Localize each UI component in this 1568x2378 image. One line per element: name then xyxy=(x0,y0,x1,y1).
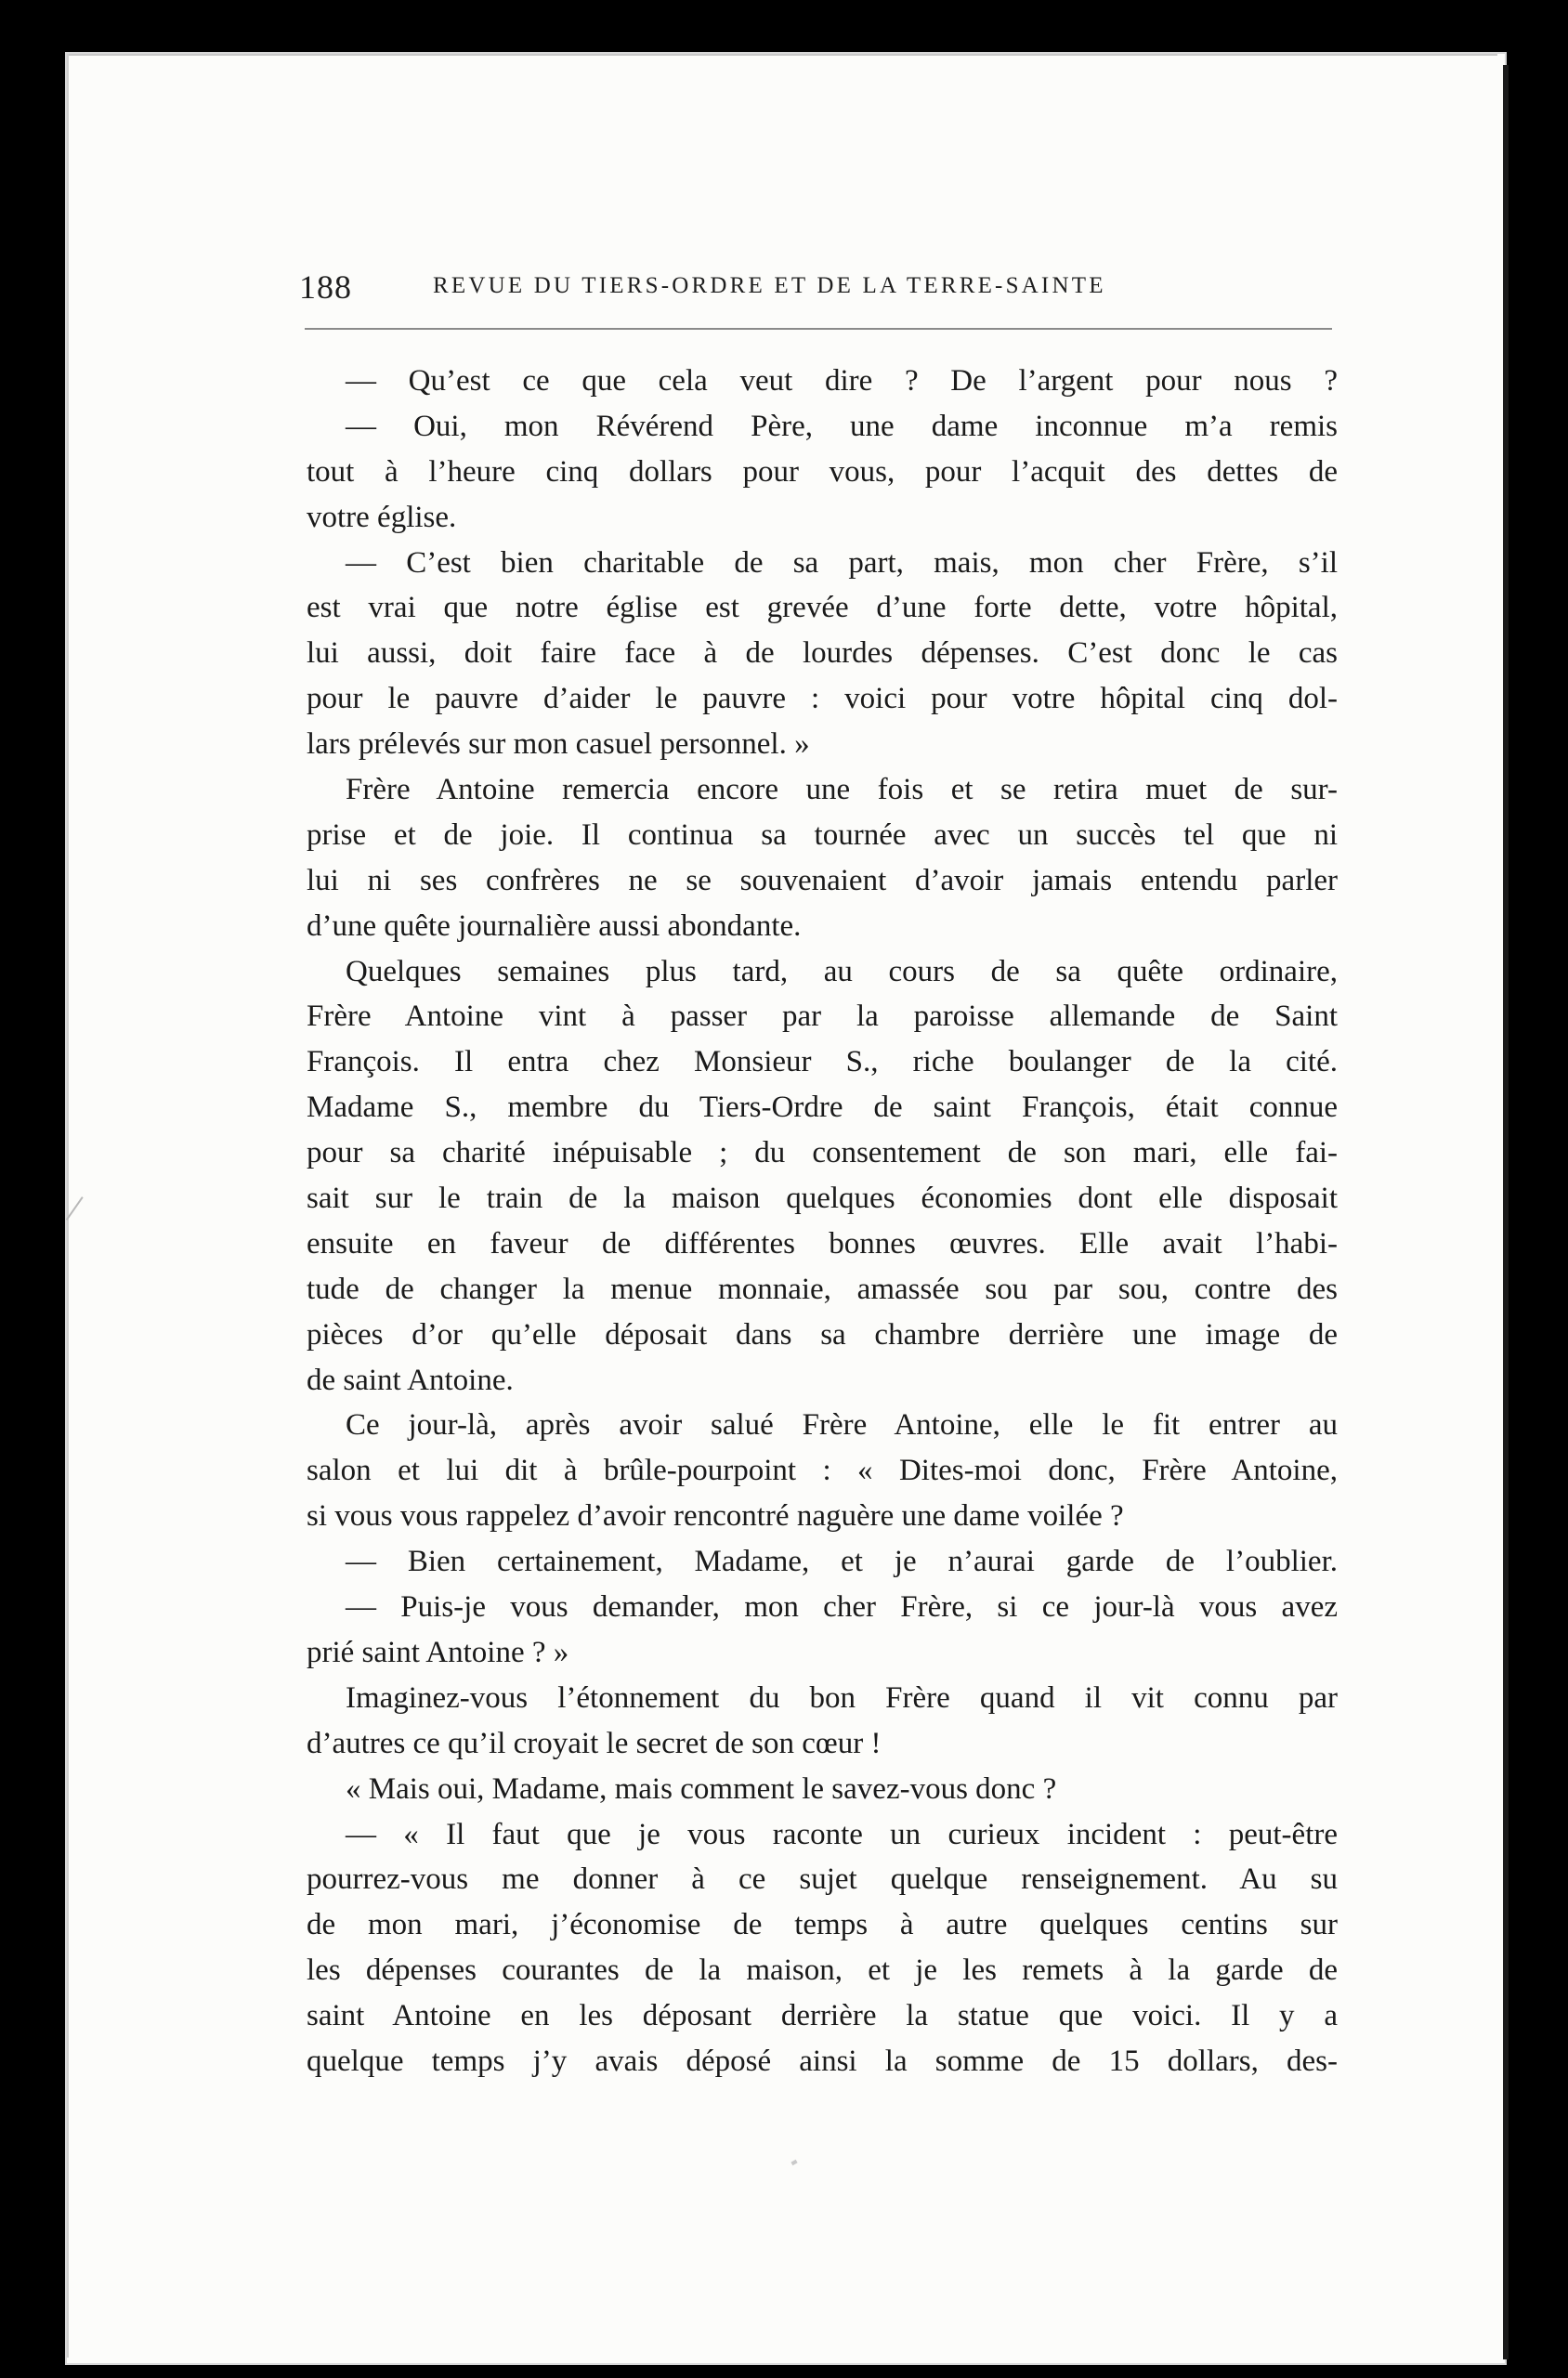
text-line: d’autres ce qu’il croyait le secret de son cœur ! xyxy=(307,1726,882,1760)
text-line: — Qu’est ce que cela veut dire ? De l’argent pour nous ? xyxy=(346,364,1338,398)
text-line: tude de changer la menue monnaie, amassée sou par sou, contre des xyxy=(307,1272,1338,1306)
running-head: REVUE DU TIERS-ORDRE ET DE LA TERRE-SAINTE xyxy=(433,273,1106,298)
text-line: ensuite en faveur de différentes bonnes œuvres. Elle avait l’habi- xyxy=(307,1226,1338,1261)
text-line: d’une quête journalière aussi abondante. xyxy=(307,908,802,943)
body-text xyxy=(307,359,1338,2084)
text-line: votre église. xyxy=(307,500,457,534)
text-line: pourrez-vous me donner à ce sujet quelque renseignement. Au su xyxy=(307,1862,1338,1897)
text-line: si vous vous rappelez d’avoir rencontré naguère une dame voilée ? xyxy=(307,1499,1124,1534)
text-line: prié saint Antoine ? » xyxy=(307,1635,569,1669)
page-top-edge xyxy=(67,54,1497,56)
text-line: pour le pauvre d’aider le pauvre : voici pour votre hôpital cinq dol- xyxy=(307,682,1338,716)
text-line: Madame S., membre du Tiers-Ordre de saint François, était connue xyxy=(307,1091,1338,1125)
page-number: 188 xyxy=(299,268,352,306)
text-line: lui ni ses confrères ne se souvenaient d’avoir jamais entendu parler xyxy=(307,863,1338,897)
text-line: salon et lui dit à brûle-pourpoint : « Dites-moi donc, Frère Antoine, xyxy=(307,1454,1338,1488)
text-line: saint Antoine en les déposant derrière la statue que voici. Il y a xyxy=(307,1999,1338,2033)
text-line: pour sa charité inépuisable ; du consentement de son mari, elle fai- xyxy=(307,1136,1338,1170)
text-line: tout à l’heure cinq dollars pour vous, pour l’acquit des dettes de xyxy=(307,454,1338,489)
text-line: de saint Antoine. xyxy=(307,1363,514,1397)
text-line: Ce jour-là, après avoir salué Frère Antoine, elle le fit entrer au xyxy=(346,1408,1338,1443)
text-line: sait sur le train de la maison quelques économies dont elle disposait xyxy=(307,1182,1338,1216)
text-line: — Puis-je vous demander, mon cher Frère, si ce jour-là vous avez xyxy=(346,1590,1338,1625)
text-line: Quelques semaines plus tard, au cours de sa quête ordinaire, xyxy=(346,954,1338,988)
text-line: est vrai que notre église est grevée d’une forte dette, votre hôpital, xyxy=(307,591,1338,625)
text-line: — Bien certainement, Madame, et je n’aurai garde de l’oublier. xyxy=(346,1545,1338,1579)
page-header xyxy=(299,268,1336,314)
text-line: de mon mari, j’économise de temps à autre quelques centins sur xyxy=(307,1908,1338,1942)
text-line: lui aussi, doit faire face à de lourdes dépenses. C’est donc le cas xyxy=(307,636,1338,671)
header-rule xyxy=(305,328,1332,330)
text-line: « Mais oui, Madame, mais comment le savez-vous donc ? xyxy=(346,1771,1057,1806)
text-line: Imaginez-vous l’étonnement du bon Frère quand il vit connu par xyxy=(346,1680,1338,1715)
text-line: Frère Antoine remercia encore une fois et se retira muet de sur- xyxy=(346,773,1338,807)
text-line: quelque temps j’y avais déposé ainsi la somme de 15 dollars, des- xyxy=(307,2044,1338,2078)
text-line: lars prélevés sur mon casuel personnel. » xyxy=(307,727,810,762)
text-line: — « Il faut que je vous raconte un curieux incident : peut-être xyxy=(346,1817,1338,1851)
text-line: prise et de joie. Il continua sa tournée avec un succès tel que ni xyxy=(307,817,1338,852)
text-line: pièces d’or qu’elle déposait dans sa chambre derrière une image de xyxy=(307,1317,1338,1352)
text-line: les dépenses courantes de la maison, et je les remets à la garde de xyxy=(307,1953,1338,1988)
text-line: — C’est bien charitable de sa part, mais, mon cher Frère, s’il xyxy=(346,545,1338,580)
text-line: Frère Antoine vint à passer par la paroisse allemande de Saint xyxy=(307,1000,1338,1034)
page-right-edge xyxy=(1503,65,1509,2359)
text-line: François. Il entra chez Monsieur S., riche boulanger de la cité. xyxy=(307,1045,1338,1079)
text-line: — Oui, mon Révérend Père, une dame inconnue m’a remis xyxy=(346,409,1338,443)
page-left-edge xyxy=(67,54,69,2358)
